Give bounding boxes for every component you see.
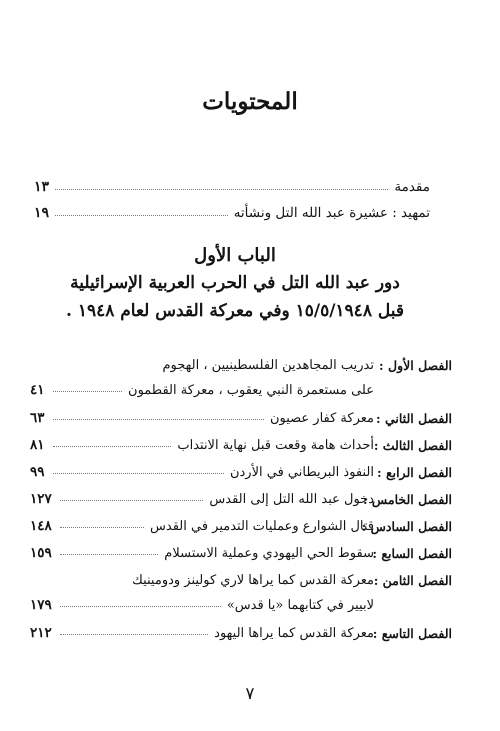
chapter-title: سقوط الحي اليهودي وعملية الاستسلام	[164, 546, 374, 561]
chapter-page-number: ١٢٧	[30, 491, 52, 507]
dotted-leader	[55, 189, 388, 190]
chapter-label: الفصل السادس :	[361, 519, 452, 534]
chapter-label: الفصل الثالث :	[373, 438, 452, 453]
chapter-title: معركة كفار عصيون	[269, 411, 374, 426]
dotted-leader	[60, 634, 208, 635]
dotted-leader	[60, 500, 204, 501]
chapter-title-line-2: على مستعمرة النبي يعقوب ، معركة القطمون	[128, 383, 374, 398]
chapter-label: الفصل الرابع :	[376, 465, 452, 480]
part-heading: الباب الأول	[194, 245, 276, 266]
dotted-leader	[53, 446, 172, 447]
chapter-5	[30, 485, 452, 507]
entry-label: تمهيد : عشيرة عبد الله التل ونشأته	[233, 205, 430, 221]
chapter-1-cont	[30, 376, 452, 398]
chapter-9	[30, 619, 452, 641]
chapter-page-number: ٩٩	[30, 464, 45, 480]
chapter-page-number: ٤١	[30, 382, 45, 398]
chapter-8	[30, 566, 452, 588]
page-title: المحتويات	[202, 88, 298, 115]
chapter-label: الفصل الأول :	[379, 358, 452, 373]
chapter-title: قتال الشوارع وعمليات التدمير في القدس	[150, 519, 374, 534]
chapter-1	[30, 351, 452, 373]
dotted-leader	[53, 419, 264, 420]
chapter-title: معركة القدس كما يراها اليهود	[214, 626, 374, 641]
chapter-page-number: ٨١	[30, 437, 45, 453]
chapter-3	[30, 431, 452, 453]
chapter-page-number: ١٧٩	[30, 597, 52, 613]
entry-page-number: ١٩	[34, 205, 50, 221]
chapter-8-cont	[30, 591, 452, 613]
chapter-page-number: ٢١٢	[30, 625, 52, 641]
chapter-label: الفصل الثاني :	[376, 411, 452, 426]
chapter-label: الفصل الثامن :	[373, 573, 452, 588]
entry-page-number: ١٣	[34, 179, 50, 195]
chapter-4	[30, 458, 452, 480]
chapter-label: الفصل السابع :	[372, 546, 452, 561]
chapter-title: النفوذ البريطاني في الأردن	[229, 465, 374, 480]
part-subtitle-line-1: دور عبد الله التل في الحرب العربية الإسرائيلية	[70, 273, 400, 293]
chapter-page-number: ١٥٩	[30, 545, 52, 561]
dotted-leader	[60, 527, 144, 528]
chapter-6	[30, 512, 452, 534]
chapter-title-line-1: معركة القدس كما يراها لاري كولينز ودومينيك	[132, 573, 374, 588]
part-subtitle-line-2: قبل ١٥/٥/١٩٤٨ وفي معركة القدس لعام ١٩٤٨ .	[65, 301, 405, 321]
dotted-leader	[60, 554, 159, 555]
chapter-label: الفصل التاسع :	[372, 626, 452, 641]
dotted-leader	[53, 473, 224, 474]
chapter-title: أحداث هامة وقعت قبل نهاية الانتداب	[177, 438, 374, 453]
chapter-page-number: ١٤٨	[30, 518, 52, 534]
chapter-title: دخول عبد الله التل إلى القدس	[209, 492, 374, 507]
chapter-7	[30, 539, 452, 561]
chapter-label: الفصل الخامس :	[362, 492, 452, 507]
toc-entry-introduction	[34, 175, 430, 195]
chapter-title-line-2: لابيير في كتابهما «يا قدس»	[226, 598, 374, 613]
dotted-leader	[55, 215, 228, 216]
chapter-title-line-1: تدريب المجاهدين الفلسطينيين ، الهجوم	[162, 358, 374, 373]
page-number: ٧	[245, 684, 255, 704]
chapter-page-number: ٦٣	[30, 410, 45, 426]
dotted-leader	[53, 391, 123, 392]
entry-label: مقدمة	[394, 179, 430, 195]
dotted-leader	[60, 606, 221, 607]
chapter-2	[30, 404, 452, 426]
toc-entry-preface	[34, 201, 430, 221]
